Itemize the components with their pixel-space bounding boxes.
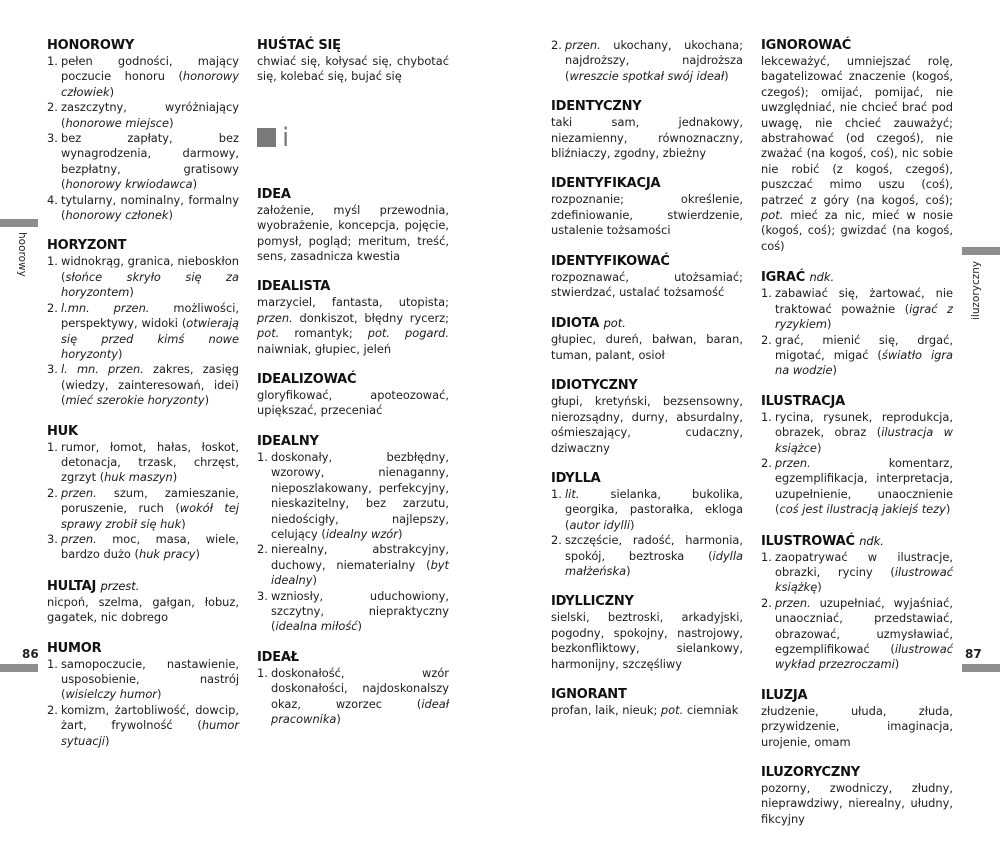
headword-text: HUK — [47, 423, 78, 439]
dictionary-entry — [551, 38, 743, 84]
sense-text — [565, 533, 743, 579]
dictionary-entry — [551, 315, 743, 363]
dictionary-entry — [761, 533, 953, 673]
entry-synonyms — [551, 703, 743, 718]
usage-example: idylla małżeńska — [565, 548, 743, 578]
usage-example: honorowy członek — [65, 208, 169, 223]
closing-paren: ) — [118, 346, 123, 361]
sense-text — [271, 450, 449, 542]
dictionary-entry — [551, 687, 743, 718]
page-number-left: 86 — [22, 647, 39, 661]
sense-item — [47, 362, 239, 408]
sense-number: 4. — [47, 192, 58, 207]
dictionary-entry — [257, 434, 449, 635]
headword-text: ILUZJA — [761, 687, 808, 703]
closing-paren: ) — [894, 657, 900, 672]
sense-item — [257, 589, 449, 635]
headword — [257, 434, 449, 450]
sense-text — [61, 301, 239, 363]
dictionary-entry — [551, 176, 743, 238]
headword-text: IDEALNY — [257, 433, 319, 449]
sense-item — [257, 542, 449, 588]
usage-example: ideał pracownika — [271, 696, 449, 726]
thumb-tab-right — [962, 247, 1000, 255]
dictionary-entry — [551, 594, 743, 672]
synonym-text: donkiszot, błędny rycerz; — [292, 310, 449, 325]
headword-text: IDENTYCZNY — [551, 99, 642, 115]
usage-example: honorowy krwiodawca — [65, 177, 193, 192]
sense-item — [47, 301, 239, 363]
entry-synonyms: złudzenie, ułuda, złuda, przywidzenie, imaginacja, urojenie, omam — [761, 703, 953, 749]
sense-number: 1. — [761, 409, 772, 424]
sense-number: 1. — [47, 54, 58, 68]
headword-text: HORYZONT — [47, 238, 127, 254]
synonym-text: rycina, rysunek, reprodukcja, obrazek, obraz ( — [775, 409, 953, 440]
sense-text — [271, 542, 449, 588]
grammar-note: ndk. — [809, 270, 835, 285]
usage-example: słońce skryło się za horyzontem — [61, 269, 239, 300]
usage-label: przen. — [61, 485, 97, 500]
dictionary-entry — [257, 372, 449, 419]
headword-text: ILUSTROWAĆ — [761, 533, 855, 549]
usage-label: l.mn. przen. — [61, 300, 150, 315]
synonym-text: pełen godności, mający poczucie honoru ( — [61, 54, 239, 84]
dictionary-entry — [761, 38, 953, 254]
sense-text — [61, 532, 239, 563]
dictionary-entry — [47, 641, 239, 749]
dictionary-entry — [551, 99, 743, 161]
usage-example: igrać z ryzykiem — [775, 301, 953, 332]
sense-number: 2. — [761, 332, 772, 347]
synonym-text: doskonałość, wzór doskonałości, najdoskonalszy okaz, wzorzec ( — [271, 665, 449, 711]
sense-item — [761, 596, 953, 673]
sense-number: 2. — [47, 300, 58, 315]
sense-number: 2. — [47, 702, 58, 717]
sense-text — [775, 410, 953, 456]
synonym-text: bez zapłaty, bez wynagrodzenia, darmowy, bezpłatny, gratisowy ( — [61, 131, 239, 192]
usage-label: pot. pogard. — [367, 326, 449, 341]
synonym-text: uzupełniać, wyjaśniać, unaoczniać, przedstawiać, obrazować, uzmysławiać, egzemplifikować ( — [775, 595, 953, 656]
sense-number: 2. — [257, 542, 268, 557]
sense-text — [61, 440, 239, 486]
sense-text — [61, 193, 239, 224]
headword — [761, 394, 953, 410]
usage-example: wokół tej sprawy zrobił się huk — [61, 501, 239, 531]
headword-text: ILUZORYCZNY — [761, 765, 861, 781]
closing-paren: ) — [816, 440, 822, 455]
left-col-1 — [47, 38, 239, 764]
synonym-text: możliwości, perspektywy, widoki ( — [61, 300, 239, 331]
synonym-text: naiwniak, głupiec, jeleń — [257, 341, 392, 356]
sense-item — [761, 456, 953, 518]
running-head-left: hoorowy — [16, 232, 28, 277]
sense-text — [61, 703, 239, 749]
headword-text: IGNORANT — [551, 686, 627, 702]
section-letter-heading — [257, 122, 449, 153]
dictionary-entry — [257, 38, 449, 85]
headword-text: IDENTYFIKOWAĆ — [551, 253, 670, 269]
headword — [761, 38, 953, 54]
headword-text: IDEA — [257, 186, 291, 202]
headword-text: ILUSTRACJA — [761, 393, 845, 409]
closing-paren: ) — [109, 84, 115, 99]
entry-synonyms: nicpoń, szelma, gałgan, łobuz, gagatek, nic dobrego — [47, 594, 239, 625]
headword-text: IDYLLICZNY — [551, 594, 634, 610]
thumb-tab-left — [0, 219, 38, 227]
synonym-text: samopoczucie, nastawienie, usposobienie, nastrój ( — [61, 656, 239, 702]
running-head-right: iluzoryczny — [970, 260, 982, 320]
sense-number: 1. — [551, 486, 562, 501]
headword-text: IDYLLA — [551, 470, 601, 486]
sense-text — [61, 362, 239, 408]
sense-number: 1. — [257, 665, 268, 680]
sense-text — [565, 38, 743, 84]
headword — [761, 688, 953, 704]
usage-example: idealna miłość — [275, 619, 358, 634]
entry-synonyms: rozpoznawać, utożsamiać; stwierdzać, ustalać tożsamość — [551, 269, 743, 300]
usage-example: ilustracja w książce — [775, 425, 953, 455]
dictionary-entry — [47, 238, 239, 408]
dictionary-entry — [551, 254, 743, 301]
sense-text — [61, 131, 239, 193]
synonym-text: marzyciel, fantasta, utopista; — [257, 295, 449, 310]
usage-example: wreszcie spotkał swój ideał — [569, 68, 725, 83]
sense-number: 2. — [47, 485, 58, 500]
usage-example: byt idealny — [271, 557, 449, 588]
entry-synonyms: taki sam, jednakowy, niezamienny, równoznaczny, bliźniaczy, zgodny, zbieżny — [551, 115, 743, 161]
headword — [551, 594, 743, 610]
headword-text: IDENTYFIKACJA — [551, 176, 661, 192]
page-number-bar-right — [962, 664, 1000, 672]
usage-label: lit. — [565, 486, 580, 501]
sense-number: 1. — [761, 286, 772, 301]
usage-label: pot. — [660, 702, 684, 717]
synonym-text: tytularny, nominalny, formalny ( — [61, 192, 239, 223]
usage-example: światło igra na wodzie — [775, 347, 954, 378]
sense-item — [761, 410, 953, 456]
headword — [551, 378, 743, 394]
sense-text — [775, 333, 953, 379]
dictionary-entry — [761, 269, 953, 378]
entry-synonyms: głupi, kretyński, bezsensowny, nierozsądny, durny, absurdalny, ośmieszający, cudaczny, dziwaczny — [551, 394, 743, 455]
entry-synonyms — [257, 295, 449, 357]
headword — [761, 765, 953, 781]
usage-example: mieć szerokie horyzonty — [65, 393, 205, 408]
synonym-text: grać, mienić się, drgać, migotać, migać ( — [775, 332, 953, 362]
sense-text — [775, 596, 953, 673]
right-col-1 — [551, 38, 743, 733]
sense-item — [257, 450, 449, 542]
usage-example: ilustrować wykład przezroczami — [775, 642, 953, 672]
usage-example: idealny wzór — [325, 526, 398, 541]
sense-text — [565, 487, 743, 533]
sense-text — [61, 657, 239, 703]
dictionary-entry — [761, 688, 953, 750]
dictionary-entry — [257, 279, 449, 357]
sense-number: 2. — [761, 595, 772, 610]
grammar-note: pot. — [603, 316, 626, 331]
closing-paren: ) — [168, 208, 173, 223]
section-letter: i — [282, 122, 290, 153]
dictionary-entry — [551, 471, 743, 579]
sense-item — [47, 193, 239, 224]
usage-example: humor sytuacji — [61, 718, 239, 748]
synonym-text: romantyk; — [279, 326, 368, 341]
sense-item — [47, 703, 239, 749]
closing-paren: ) — [397, 526, 403, 541]
sense-number: 2. — [47, 100, 58, 115]
headword — [257, 650, 449, 666]
sense-item — [47, 100, 239, 131]
headword — [47, 38, 239, 54]
dictionary-entry — [47, 424, 239, 563]
synonym-text: mieć za nic, mieć w nosie (kogoś, coś); gwizdać (na kogoś, coś) — [761, 208, 953, 253]
sense-item — [551, 487, 743, 533]
synonym-text: szczęście, radość, harmonia, spokój, beztroska ( — [565, 533, 743, 563]
sense-number: 1. — [761, 549, 772, 564]
sense-item — [47, 657, 239, 703]
entry-synonyms: rozpoznanie; określenie, zdefiniowanie, stwierdzenie, ustalenie tożsamości — [551, 192, 743, 238]
sense-text — [775, 456, 953, 518]
headword — [761, 533, 953, 550]
synonym-text: wzniosły, uduchowiony, szczytny, niepraktyczny ( — [271, 588, 449, 634]
synonym-text: sielanka, bukolika, georgika, pastorałka, ekloga ( — [565, 486, 743, 532]
dictionary-entry — [47, 578, 239, 626]
headword — [47, 238, 239, 254]
headword — [551, 687, 743, 703]
sense-number: 2. — [551, 533, 562, 548]
sense-item — [257, 666, 449, 728]
closing-paren: ) — [626, 563, 631, 578]
usage-label: pot. — [257, 326, 280, 341]
sense-number: 2. — [551, 38, 562, 52]
closing-paren: ) — [832, 363, 837, 378]
sense-item — [47, 532, 239, 563]
entry-synonyms: pozorny, zwodniczy, złudny, nieprawdziwy, nierealny, ułudny, fikcyjny — [761, 781, 953, 826]
usage-example: honorowy człowiek — [61, 69, 239, 99]
sense-item — [761, 333, 953, 379]
headword — [257, 372, 449, 388]
headword-text: HULTAJ — [47, 578, 97, 594]
sense-number: 1. — [257, 449, 268, 464]
sense-number: 3. — [47, 131, 58, 146]
headword — [47, 424, 239, 440]
synonym-text: zakres, zasięg (wiedzy, zainteresowań, idei) ( — [61, 362, 239, 408]
closing-paren: ) — [312, 573, 317, 588]
sense-item — [47, 486, 239, 532]
headword-text: IGRAĆ — [761, 270, 806, 286]
headword-text: IDIOTA — [551, 316, 600, 332]
sense-text — [61, 254, 239, 300]
usage-example: huk pracy — [138, 547, 196, 562]
headword-text: HONOROWY — [47, 38, 135, 53]
sense-number: 3. — [257, 588, 268, 603]
sense-text — [271, 666, 449, 728]
closing-paren: ) — [169, 115, 174, 130]
headword-text: IDEALIZOWAĆ — [257, 372, 357, 388]
usage-example: ilustrować książkę — [775, 564, 953, 595]
closing-paren: ) — [817, 580, 822, 595]
closing-paren: ) — [630, 517, 635, 532]
headword — [47, 578, 239, 595]
synonym-text: komizm, żartobliwość, dowcip, żart, frywolność ( — [61, 702, 239, 733]
entry-synonyms: chwiać się, kołysać się, chybotać się, kolebać się, bujać się — [257, 54, 449, 84]
dictionary-entry — [551, 378, 743, 456]
usage-label: pot. — [761, 208, 784, 223]
closing-paren: ) — [195, 547, 200, 562]
sense-item — [47, 131, 239, 193]
closing-paren: ) — [129, 285, 134, 300]
headword — [551, 315, 743, 332]
sense-item — [551, 533, 743, 579]
headword-text: IDEAŁ — [257, 649, 299, 665]
usage-example: honorowe miejsce — [65, 115, 170, 130]
dictionary-entry — [761, 394, 953, 518]
usage-label: przen. — [775, 595, 811, 610]
closing-paren: ) — [336, 711, 341, 726]
sense-item — [551, 38, 743, 84]
section-marker-square — [257, 128, 276, 147]
sense-text — [61, 54, 239, 100]
sense-number: 3. — [47, 362, 58, 377]
dictionary-entry — [257, 187, 449, 265]
headword-text: HUŚTAĆ SIĘ — [257, 38, 341, 53]
synonym-text: moc, masa, wiele, bardzo dużo ( — [61, 531, 239, 562]
closing-paren: ) — [181, 516, 186, 531]
synonym-text: nierealny, abstrakcyjny, duchowy, niematerialny ( — [271, 542, 449, 572]
synonym-text: lekceważyć, umniejszać rolę, bagatelizować znaczenie (kogoś, czegoś); omijać, pomijać, nie uwzględniać, nie chcieć brać pod uwagę, nie chcieć zauważyć; abstrahować (od czegoś), nie zważać (na kogoś, coś), nic sobie nie robić (z kogoś, czegoś), puszczać mimo uszu (coś), patrzeć z góry (na kogoś, coś); — [761, 54, 953, 207]
sense-number: 1. — [47, 656, 58, 671]
grammar-note: ndk. — [859, 533, 884, 548]
usage-label: l. mn. przen. — [61, 362, 144, 377]
usage-example: coś jest ilustracją jakiejś tezy — [779, 502, 946, 517]
synonym-text: zaopatrywać w ilustracje, obrazki, ryciny ( — [775, 549, 953, 579]
sense-item — [761, 550, 953, 596]
synonym-text: szum, zamieszanie, poruszenie, ruch ( — [61, 485, 239, 516]
usage-example: huk maszyn — [104, 470, 173, 485]
headword — [551, 254, 743, 270]
sense-number: 3. — [47, 531, 58, 546]
right-page — [500, 0, 1000, 826]
dictionary-entry — [761, 765, 953, 827]
closing-paren: ) — [172, 470, 178, 485]
sense-number: 1. — [47, 254, 58, 269]
sense-text — [61, 486, 239, 532]
usage-label: przen. — [775, 455, 811, 470]
headword — [551, 99, 743, 115]
synonym-text: doskonały, bezbłędny, wzorowy, nienaganny, nieposzlakowany, perfekcyjny, nieskazitelny, bez zarzutu, niedościgły, najlepszy, celujący ( — [271, 449, 449, 541]
closing-paren: ) — [104, 733, 110, 748]
headword — [551, 176, 743, 192]
headword — [551, 471, 743, 487]
page-number-bar-left — [0, 664, 38, 672]
headword — [47, 641, 239, 657]
entry-synonyms: głupiec, dureń, bałwan, baran, tuman, palant, osioł — [551, 332, 743, 362]
entry-synonyms: założenie, myśl przewodnia, wyobrażenie, koncepcja, pojęcie, pomysł, pogląd; meritum, treść, sens, zasadnicza kwestia — [257, 202, 449, 264]
synonym-text: ciemniak — [683, 702, 739, 717]
sense-text — [775, 550, 953, 596]
headword — [257, 279, 449, 295]
grammar-note: przest. — [100, 578, 140, 593]
usage-example: autor idylli — [569, 517, 631, 532]
entry-synonyms — [761, 54, 953, 254]
closing-paren: ) — [724, 68, 729, 83]
dictionary-entry — [257, 650, 449, 728]
sense-text — [775, 286, 953, 332]
sense-text — [61, 100, 239, 131]
dictionary-entry — [47, 38, 239, 223]
closing-paren: ) — [827, 317, 832, 332]
sense-item — [47, 254, 239, 300]
entry-synonyms: gloryfikować, apoteozować, upiększać, przeceniać — [257, 388, 449, 418]
closing-paren: ) — [157, 687, 162, 702]
headword-text: IGNOROWAĆ — [761, 38, 852, 53]
entry-synonyms: sielski, beztroski, arkadyjski, pogodny, spokojny, nastrojowy, bezkonfliktowy, sielankowy, harmonijny, szczęśliwy — [551, 610, 743, 671]
sense-item — [47, 440, 239, 486]
headword — [761, 269, 953, 286]
page-number-right: 87 — [965, 647, 982, 661]
sense-item — [47, 54, 239, 100]
headword-text: HUMOR — [47, 640, 102, 656]
usage-label: przen. — [257, 310, 293, 325]
usage-label: przen. — [565, 38, 601, 52]
usage-example: otwierają się przed kimś nowe horyzonty — [61, 316, 239, 361]
headword — [257, 38, 449, 54]
synonym-text: ukochany, ukochana; najdroższy, najdroższa ( — [565, 38, 743, 83]
left-page — [0, 0, 500, 748]
left-col-2 — [257, 38, 449, 742]
sense-item — [761, 286, 953, 332]
usage-example: wisielczy humor — [65, 687, 157, 702]
synonym-text: zaszczytny, wyróżniający ( — [61, 100, 239, 130]
right-col-2 — [761, 38, 953, 842]
closing-paren: ) — [357, 619, 362, 634]
headword-text: IDEALISTA — [257, 279, 331, 295]
closing-paren: ) — [945, 502, 951, 517]
usage-label: przen. — [61, 531, 97, 546]
closing-paren: ) — [192, 177, 198, 192]
headword — [257, 187, 449, 203]
sense-number: 2. — [761, 455, 772, 470]
synonym-text: komentarz, egzemplifikacja, interpretacja, uzupełnienie, unaocznienie ( — [775, 455, 953, 517]
headword-text: IDIOTYCZNY — [551, 378, 638, 394]
synonym-text: profan, laik, nieuk; — [551, 702, 661, 717]
synonym-text: rumor, łomot, hałas, łoskot, detonacja, trzask, chrzęst, zgrzyt ( — [61, 439, 239, 485]
synonym-text: zabawiać się, żartować, nie traktować poważnie ( — [775, 286, 953, 316]
synonym-text: widnokrąg, granica, nieboskłon ( — [61, 254, 239, 284]
closing-paren: ) — [204, 393, 210, 408]
sense-number: 1. — [47, 439, 58, 454]
sense-text — [271, 589, 449, 635]
